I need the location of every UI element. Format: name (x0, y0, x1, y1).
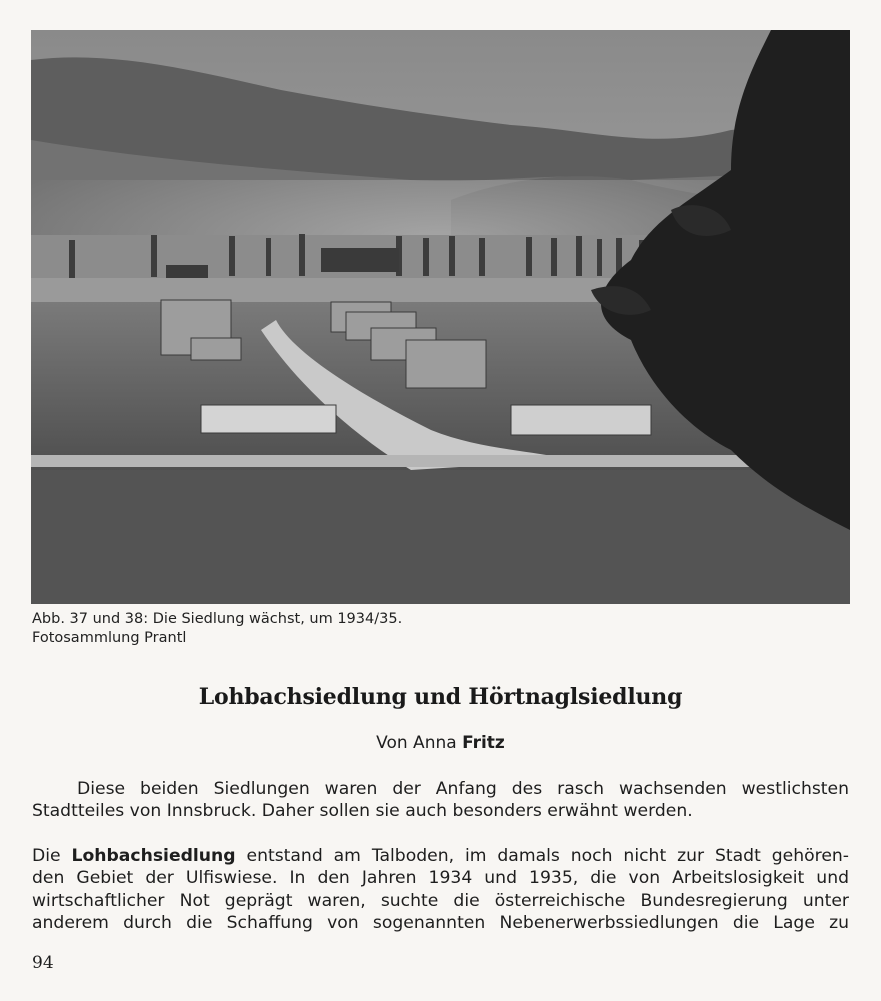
paragraph-2-line-1-rest: entstand am Talboden, im damals noch nicht zur Stadt gehören- (235, 846, 849, 866)
paragraph-2-line-3: wirtschaftlicher Not geprägt waren, suchte die österreichische Bundesregierung unter (32, 890, 849, 911)
paragraph-2-line-1 (32, 845, 849, 867)
byline-prefix: Von Anna (376, 733, 463, 753)
settlement-photo (31, 30, 850, 604)
paragraph-2-bold-term: Lohbachsiedlung (71, 846, 236, 866)
paragraph-1 (32, 778, 849, 823)
page-number: 94 (32, 953, 54, 973)
paragraph-2-line-4: anderem durch die Schaffung von sogenannten Nebenerwerbssiedlungen die Lage zu (32, 913, 849, 934)
paragraph-2 (32, 845, 849, 935)
caption-line-1: Abb. 37 und 38: Die Siedlung wächst, um 1934/35. (32, 611, 403, 627)
byline (0, 733, 881, 753)
paragraph-2-prefix: Die (32, 846, 72, 866)
paragraph-1-line-1: Diese beiden Siedlungen waren der Anfang des rasch wachsenden westlichsten (77, 779, 849, 799)
paragraph-1-line-2: Stadtteiles von Innsbruck. Daher sollen sie auch besonders erwähnt werden. (32, 801, 693, 822)
figure-caption (32, 610, 402, 648)
article-title: Lohbachsiedlung und Hörtnaglsiedlung (198, 684, 683, 710)
paragraph-2-line-2: den Gebiet der Ulfiswiese. In den Jahren 1934 und 1935, die von Arbeitslosigkeit und (32, 868, 849, 889)
byline-author: Fritz (462, 733, 505, 753)
caption-line-2: Fotosammlung Prantl (32, 630, 187, 646)
